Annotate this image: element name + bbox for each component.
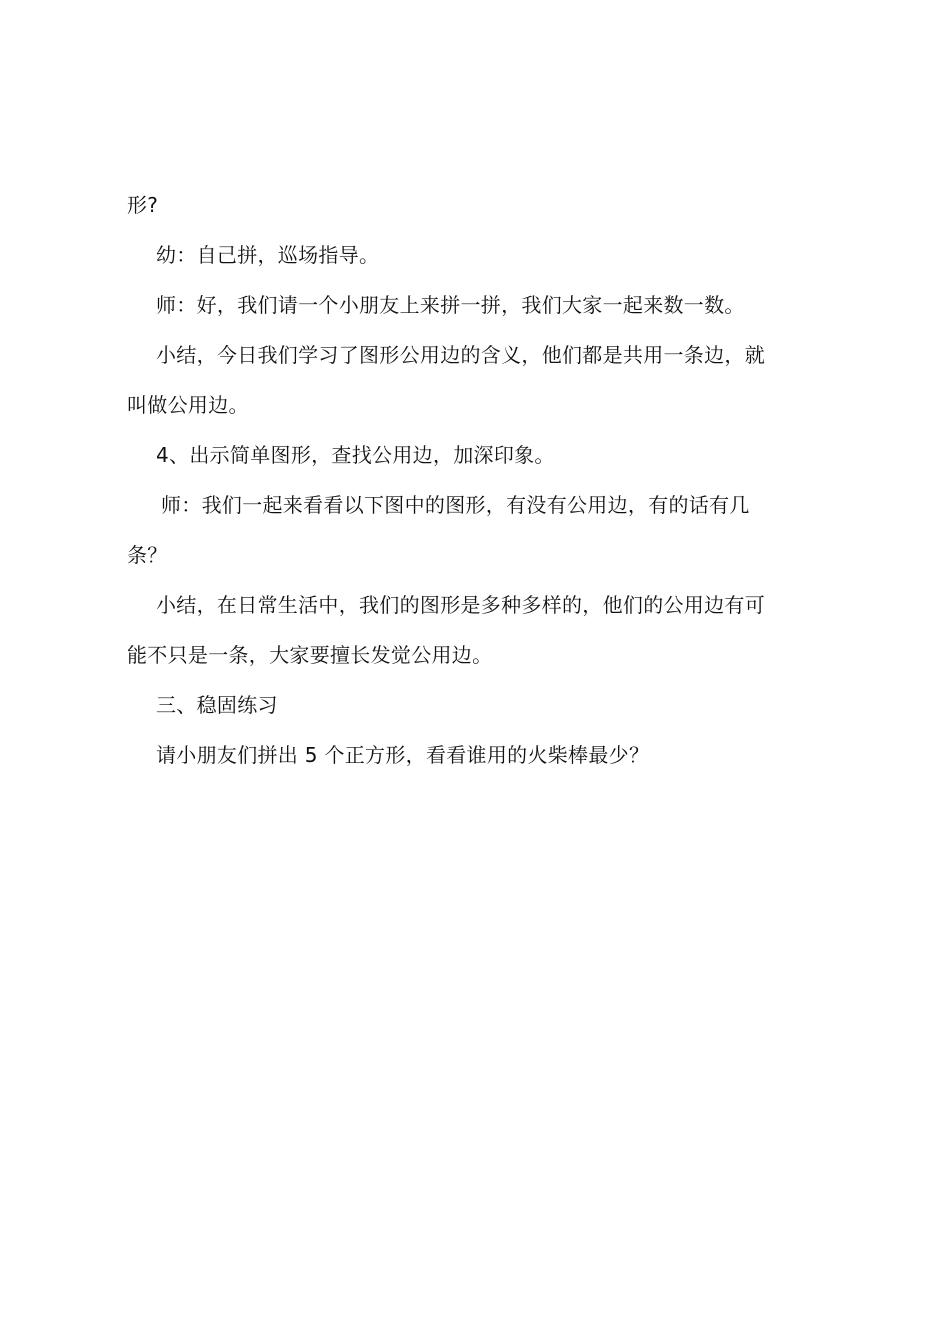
document-body bbox=[127, 180, 835, 780]
text-line-summary-1-cont: 叫做公用边。 bbox=[127, 393, 249, 417]
text-line-summary-2-cont: 能不只是一条，大家要擅长发觉公用边。 bbox=[127, 643, 493, 667]
text-line-step-4: 4、出示简单图形，查找公用边，加深印象。 bbox=[156, 443, 555, 467]
text-line-exercise: 请小朋友们拼出 5 个正方形，看看谁用的火柴棒最少？ bbox=[156, 743, 650, 767]
text-line-child-activity: 幼：自己拼，巡场指导。 bbox=[156, 243, 380, 267]
section-heading-practice: 三、稳固练习 bbox=[156, 693, 278, 717]
text-line-teacher-question: 师：我们一起来看看以下图中的图形，有没有公用边，有的话有几 bbox=[161, 493, 750, 517]
text-line-continuation: 形? bbox=[127, 193, 159, 217]
text-line-summary-1: 小结，今日我们学习了图形公用边的含义，他们都是共用一条边，就 bbox=[156, 343, 765, 367]
text-line-teacher-question-cont: 条？ bbox=[127, 543, 168, 567]
text-line-teacher-instruction: 师：好，我们请一个小朋友上来拼一拼，我们大家一起来数一数。 bbox=[156, 293, 745, 317]
text-line-summary-2: 小结，在日常生活中，我们的图形是多种多样的，他们的公用边有可 bbox=[156, 593, 765, 617]
